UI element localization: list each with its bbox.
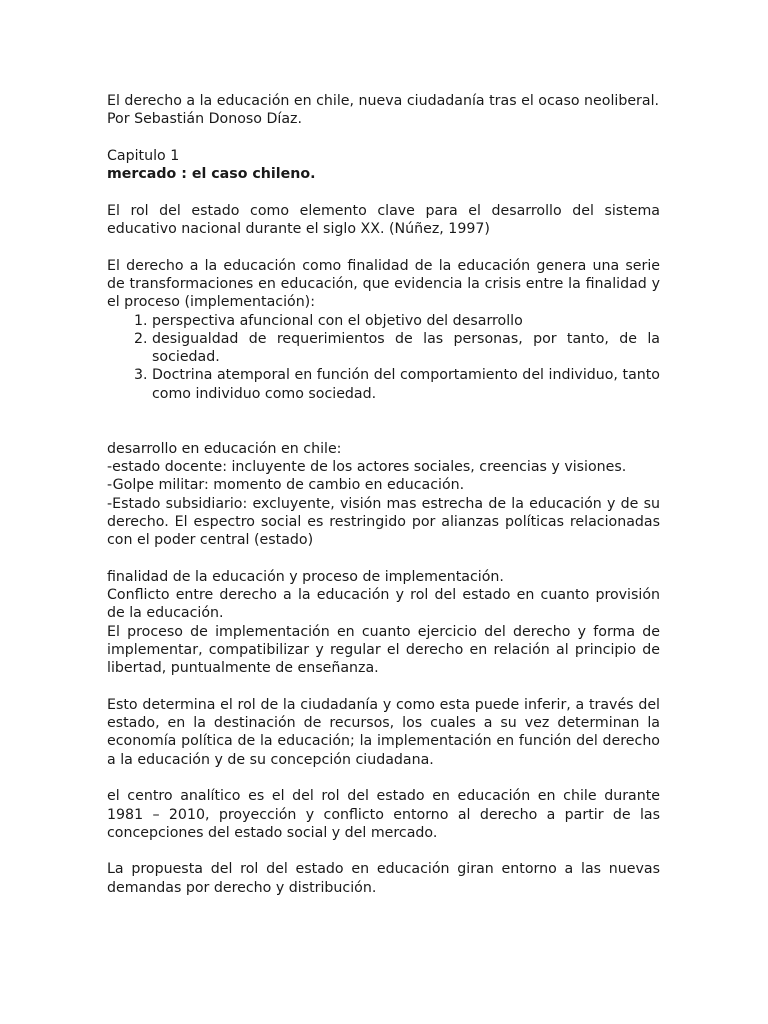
paragraph-state-role: El rol del estado como elemento clave para el desarrollo del sistema educativo nacional durante el siglo XX. (Núñez, 1997) bbox=[107, 202, 660, 238]
development-item: -estado docente: incluyente de los actores sociales, creencias y visiones. bbox=[107, 458, 627, 475]
list-item: 1. perspectiva afuncional con el objetivo del desarrollo bbox=[152, 312, 660, 330]
chapter-label: Capitulo 1 bbox=[107, 147, 180, 164]
development-item: -Golpe militar: momento de cambio en educación. bbox=[107, 477, 465, 494]
document-author: Por Sebastián Donoso Díaz. bbox=[107, 111, 302, 128]
development-item: -Estado subsidiario: excluyente, visión mas estrecha de la educación y de su derecho. El espectro social es restringido por alianzas políticas relacionadas con el poder central (estado) bbox=[107, 495, 660, 549]
paragraph-citizenship: Esto determina el rol de la ciudadanía y como esta puede inferir, a través del estado, en la destinación de recursos, los cuales a su vez determinan la economía política de la educación; la implementación en función del derecho a la educación y de su concepción ciudadana. bbox=[107, 696, 660, 768]
chapter-subtitle: mercado : el caso chileno. bbox=[107, 166, 316, 183]
document-page bbox=[107, 92, 660, 897]
list-item: 3. Doctrina atemporal en función del comportamiento del individuo, tanto como individuo como sociedad. bbox=[152, 366, 660, 403]
paragraph-right-to-education: El derecho a la educación como finalidad de la educación genera una serie de transformaciones en educación, que evidencia la crisis entre la finalidad y el proceso (implementación): bbox=[107, 257, 660, 311]
development-heading: desarrollo en educación en chile: bbox=[107, 440, 342, 457]
finality-line: Conflicto entre derecho a la educación y rol del estado en cuanto provisión de la educación. bbox=[107, 587, 660, 622]
finality-line: finalidad de la educación y proceso de implementación. bbox=[107, 568, 504, 585]
numbered-list bbox=[107, 312, 660, 403]
paragraph-proposal: La propuesta del rol del estado en educación giran entorno a las nuevas demandas por derecho y distribución. bbox=[107, 861, 660, 896]
list-item: 2. desigualdad de requerimientos de las personas, por tanto, de la sociedad. bbox=[152, 330, 660, 367]
document-title: El derecho a la educación en chile, nueva ciudadanía tras el ocaso neoliberal. bbox=[107, 93, 660, 109]
paragraph-analytic-center: el centro analítico es el del rol del estado en educación en chile durante 1981 – 2010, proyección y conflicto entorno al derecho a partir de las concepciones del estado social y del mercado. bbox=[107, 788, 660, 841]
finality-line: El proceso de implementación en cuanto ejercicio del derecho y forma de implementar, compatibilizar y regular el derecho en relación al principio de libertad, puntualmente de enseñanza. bbox=[107, 623, 660, 677]
